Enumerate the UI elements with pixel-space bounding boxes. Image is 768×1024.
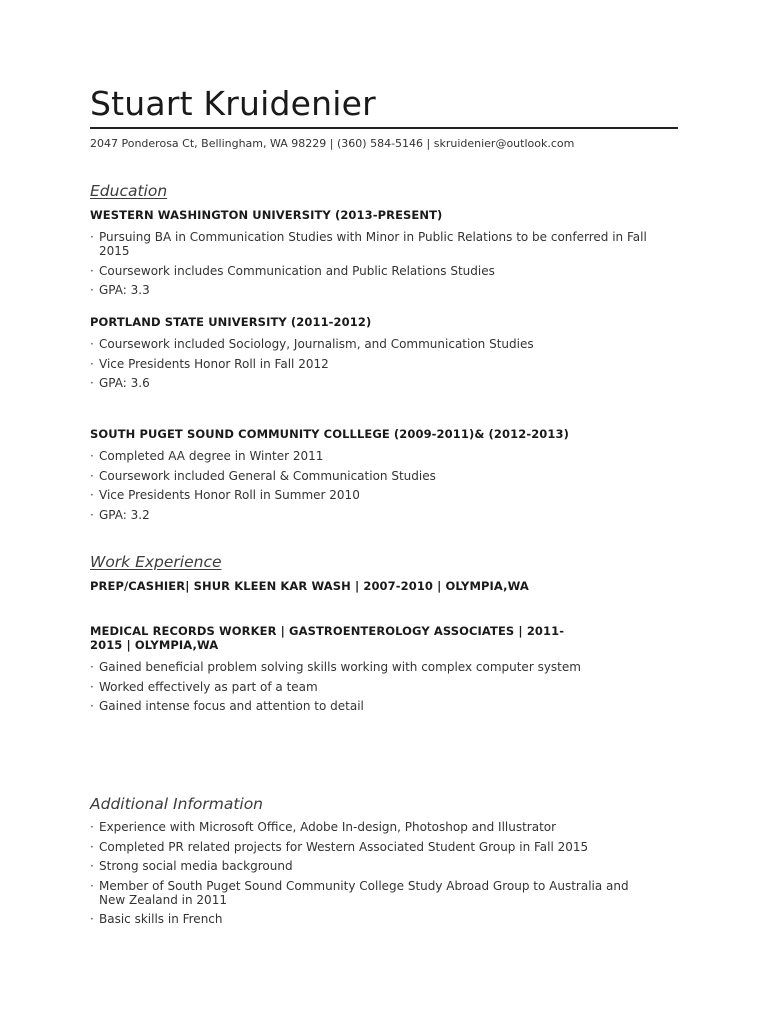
list-item: · Experience with Microsoft Office, Adobe In-design, Photoshop and Illustrator xyxy=(90,820,650,834)
list-item: · Vice Presidents Honor Roll in Fall 2012 xyxy=(90,357,650,371)
candidate-name: Stuart Kruidenier xyxy=(90,84,376,123)
work-entry-heading: PREP/CASHIER| SHUR KLEEN KAR WASH | 2007-2010 | OLYMPIA,WA xyxy=(90,579,529,593)
education-entry-bullets xyxy=(90,337,650,396)
list-item: · GPA: 3.2 xyxy=(90,508,650,522)
list-item: · Worked effectively as part of a team xyxy=(90,680,650,694)
list-item: · Basic skills in French xyxy=(90,912,650,926)
list-item: · Coursework includes Communication and Public Relations Studies xyxy=(90,264,650,278)
list-item: · GPA: 3.6 xyxy=(90,376,650,390)
education-entry-heading: WESTERN WASHINGTON UNIVERSITY (2013-PRESENT) xyxy=(90,208,443,222)
education-entry-bullets xyxy=(90,449,650,527)
list-item: · Vice Presidents Honor Roll in Summer 2010 xyxy=(90,488,650,502)
work-entry-bullets xyxy=(90,660,650,719)
list-item: · Coursework included General & Communication Studies xyxy=(90,469,650,483)
list-item: · Gained intense focus and attention to detail xyxy=(90,699,650,713)
education-entry-heading: SOUTH PUGET SOUND COMMUNITY COLLLEGE (2009-2011)& (2012-2013) xyxy=(90,427,569,441)
list-item: · Coursework included Sociology, Journalism, and Communication Studies xyxy=(90,337,650,351)
header-rule xyxy=(90,127,678,129)
list-item: · GPA: 3.3 xyxy=(90,283,650,297)
contact-line: 2047 Ponderosa Ct, Bellingham, WA 98229 | (360) 584-5146 | skruidenier@outlook.com xyxy=(90,137,575,150)
education-heading: Education xyxy=(90,182,168,200)
education-entry-heading: PORTLAND STATE UNIVERSITY (2011-2012) xyxy=(90,315,372,329)
list-item: · Pursuing BA in Communication Studies with Minor in Public Relations to be conferred in Fall 2015 xyxy=(90,230,650,258)
work-entry-heading: MEDICAL RECORDS WORKER | GASTROENTEROLOGY ASSOCIATES | 2011-2015 | OLYMPIA,WA xyxy=(90,624,565,652)
additional-information-bullets xyxy=(90,820,650,932)
work-experience-heading: Work Experience xyxy=(90,553,222,571)
list-item: · Gained beneficial problem solving skills working with complex computer system xyxy=(90,660,650,674)
list-item: · Member of South Puget Sound Community College Study Abroad Group to Australia and New Zealand in 2011 xyxy=(90,879,650,907)
education-entry-bullets xyxy=(90,230,650,303)
list-item: · Completed AA degree in Winter 2011 xyxy=(90,449,650,463)
list-item: · Strong social media background xyxy=(90,859,650,873)
list-item: · Completed PR related projects for Western Associated Student Group in Fall 2015 xyxy=(90,840,650,854)
additional-information-heading: Additional Information xyxy=(90,795,264,813)
